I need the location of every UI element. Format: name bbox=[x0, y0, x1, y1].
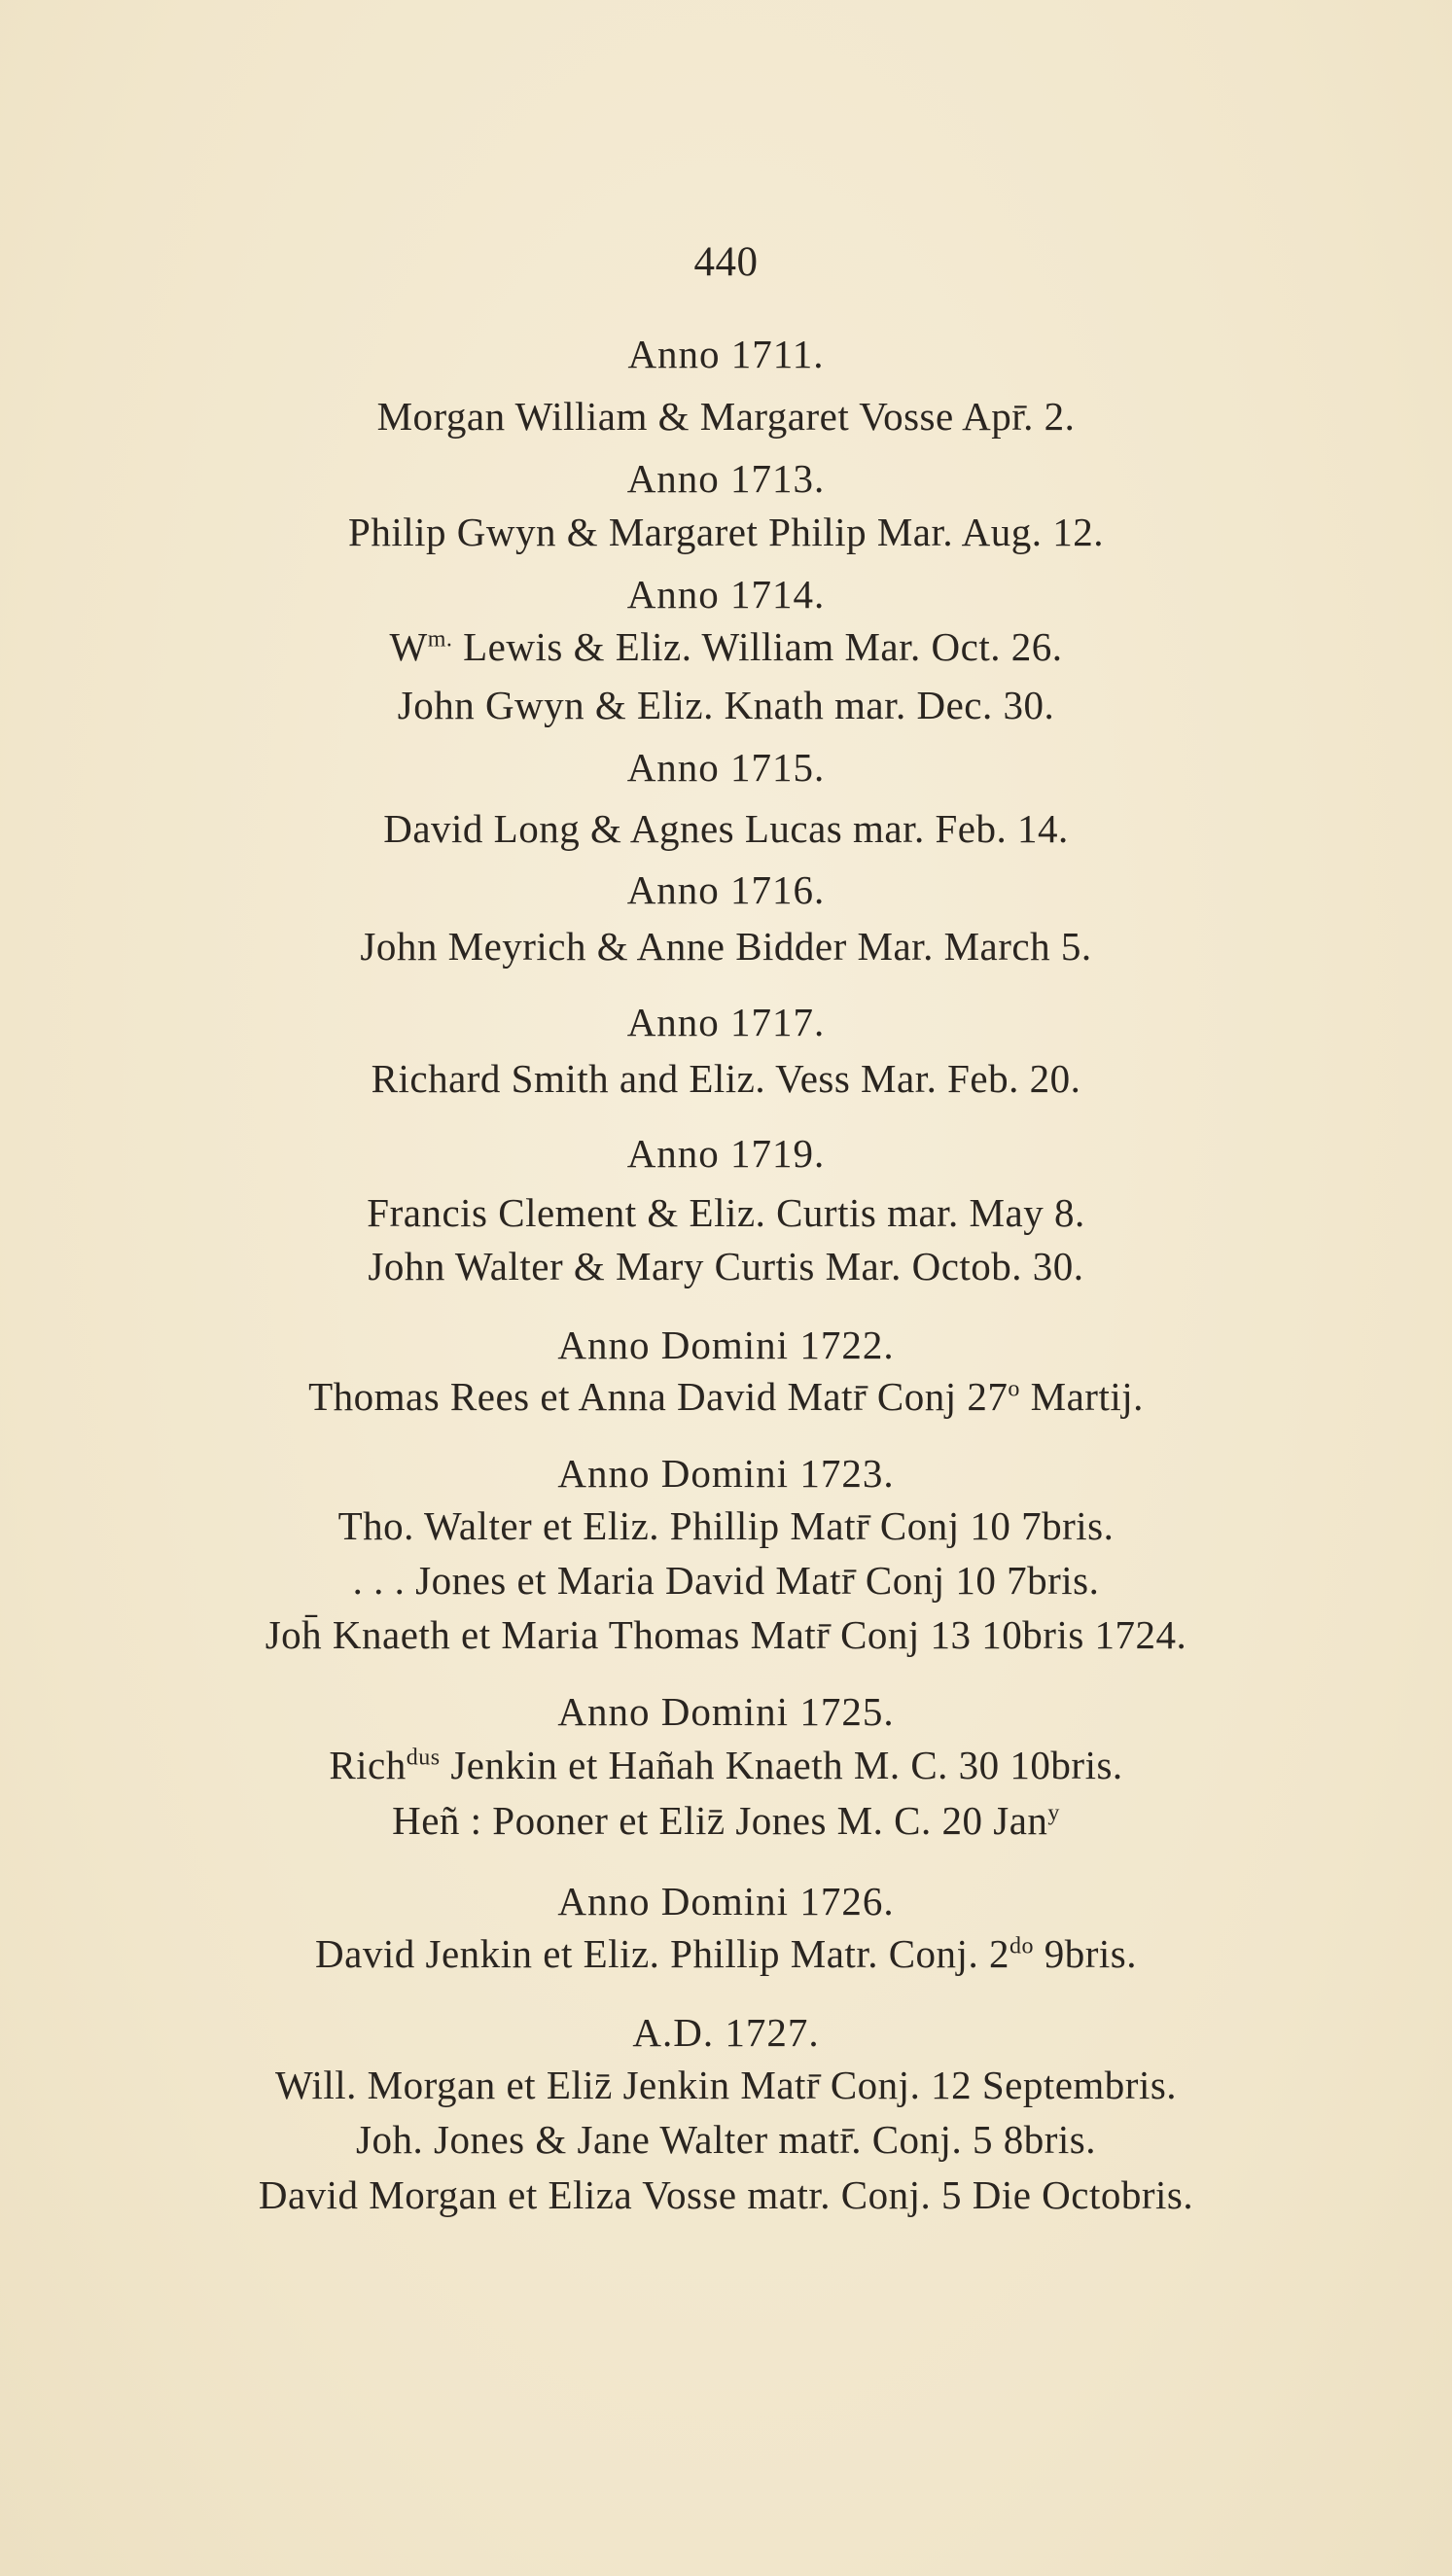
entry-line: Philip Gwyn & Margaret Philip Mar. Aug. 12. bbox=[348, 510, 1104, 554]
section-heading-1714: Anno 1714. bbox=[626, 572, 826, 617]
section-heading-1727: A.D. 1727. bbox=[632, 2010, 820, 2055]
section-heading-1711: Anno 1711. bbox=[627, 332, 825, 376]
entry-line: Joh. Jones & Jane Walter matr̄. Conj. 5 8bris. bbox=[356, 2117, 1096, 2162]
page-number: 440 bbox=[693, 239, 759, 285]
entry-line: Francis Clement & Eliz. Curtis mar. May 8. bbox=[367, 1190, 1085, 1235]
entry-line: Joh̄ Knaeth et Maria Thomas Matr̄ Conj 13 10bris 1724. bbox=[265, 1612, 1187, 1657]
section-heading-1722: Anno Domini 1722. bbox=[557, 1323, 895, 1367]
entry-line: Rich$^{dus}$ Jenkin et Hañah Knaeth M. C. 30 10bris. bbox=[329, 1743, 1123, 1787]
entry-line: $W^{m.}$ Lewis & Eliz. William Mar. Oct. 26. bbox=[389, 624, 1063, 669]
section-heading-1719: Anno 1719. bbox=[626, 1131, 826, 1176]
entry-line: David Long & Agnes Lucas mar. Feb. 14. bbox=[383, 806, 1069, 851]
entry-line: Thomas Rees et Anna David Matr̄ Conj 27$^o$ Martij. bbox=[308, 1374, 1144, 1419]
entry-line: David Morgan et Eliza Vosse matr. Conj. 5 Die Octobris. bbox=[258, 2172, 1194, 2217]
section-heading-1713: Anno 1713. bbox=[626, 456, 826, 501]
entry-line: John Meyrich & Anne Bidder Mar. March 5. bbox=[360, 924, 1092, 969]
entry-line: Will. Morgan et Eliz̄ Jenkin Matr̄ Conj. 12 Septembris. bbox=[274, 2063, 1178, 2107]
section-heading-1715: Anno 1715. bbox=[626, 745, 826, 790]
section-heading-1716: Anno 1716. bbox=[626, 867, 826, 912]
entry-line: Tho. Walter et Eliz. Phillip Matr̄ Conj 10 7bris. bbox=[337, 1503, 1115, 1548]
section-heading-1717: Anno 1717. bbox=[626, 1000, 826, 1044]
section-heading-1723: Anno Domini 1723. bbox=[557, 1451, 895, 1496]
entry-line: Morgan William & Margaret Vosse Apr̄. 2. bbox=[376, 394, 1076, 439]
section-heading-1725: Anno Domini 1725. bbox=[557, 1689, 895, 1734]
entry-line: David Jenkin et Eliz. Phillip Matr. Conj. $2^{do}$ 9bris. bbox=[315, 1931, 1137, 1976]
entry-line: John Gwyn & Eliz. Knath mar. Dec. 30. bbox=[397, 683, 1055, 727]
section-heading-1726: Anno Domini 1726. bbox=[557, 1879, 895, 1923]
entry-line: Heñ : Pooner et Eliz̄ Jones M. C. 20 Jan$^y$ bbox=[392, 1798, 1060, 1843]
entry-line: Richard Smith and Eliz. Vess Mar. Feb. 20. bbox=[371, 1056, 1081, 1101]
entry-line: John Walter & Mary Curtis Mar. Octob. 30. bbox=[368, 1244, 1084, 1288]
entry-line: . . . Jones et Maria David Matr̄ Conj 10 7bris. bbox=[352, 1558, 1100, 1603]
